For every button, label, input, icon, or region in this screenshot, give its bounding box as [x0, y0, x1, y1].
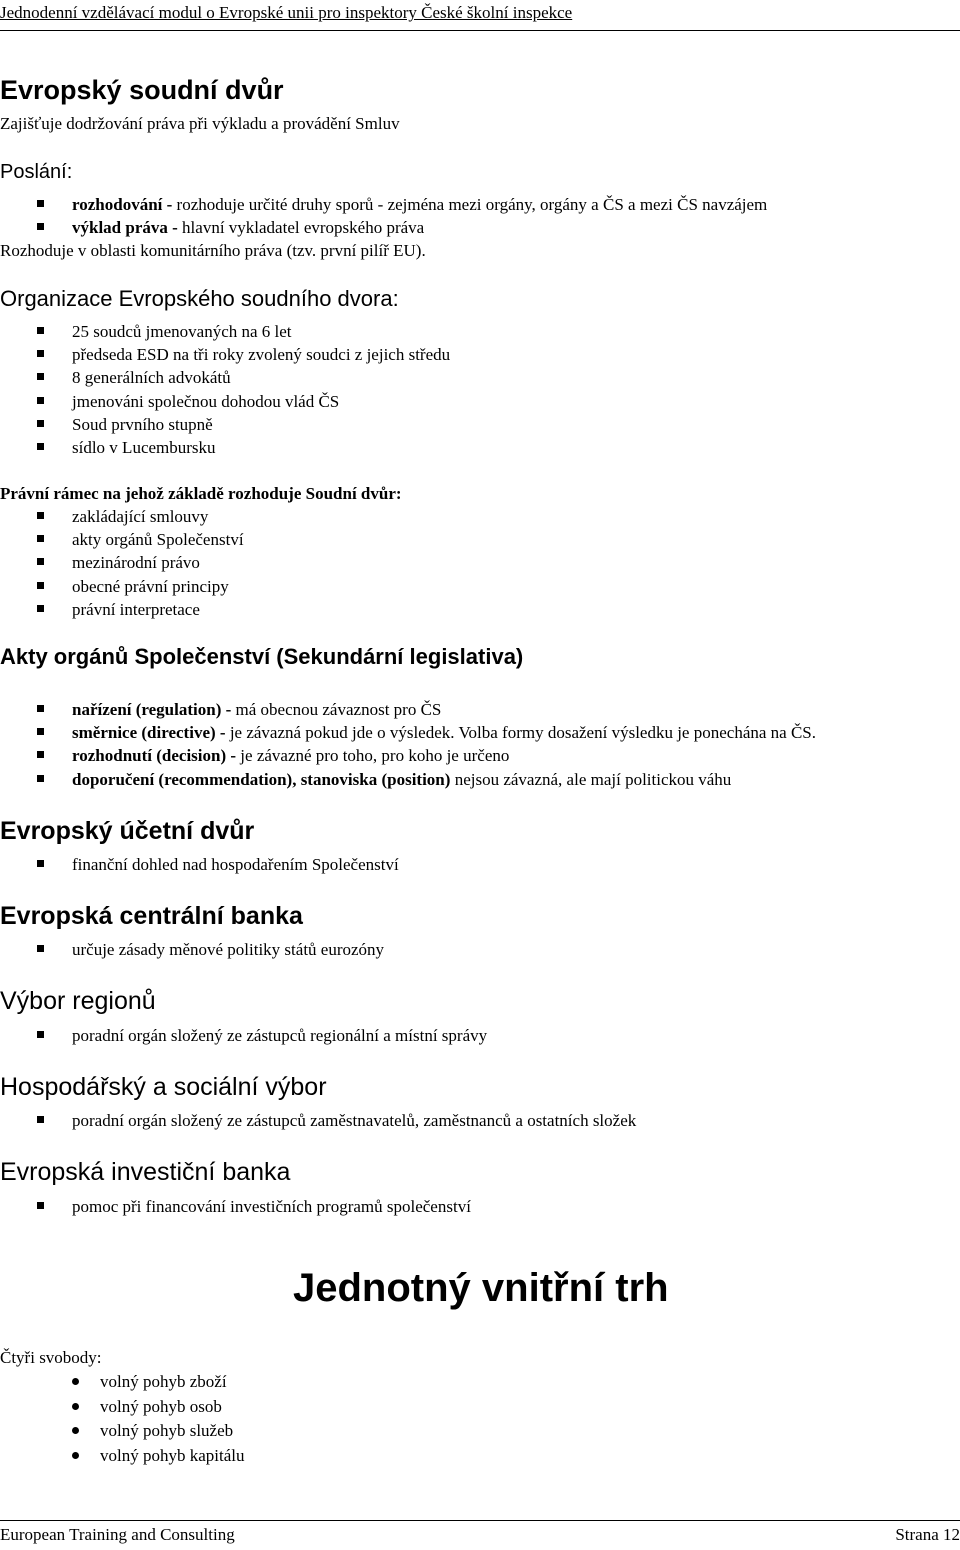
market-title: Jednotný vnitřní trh: [293, 1266, 669, 1310]
ecb-list: [0, 938, 384, 961]
square-bullet-icon: [37, 945, 44, 952]
round-bullet-icon: [72, 1452, 79, 1459]
item-text: právní interpretace: [72, 599, 200, 619]
page-footer: [0, 1520, 960, 1549]
list-item: [0, 768, 816, 791]
list-item: [0, 853, 399, 876]
round-bullet-icon: [72, 1427, 79, 1434]
item-text: 25 soudců jmenovaných na 6 let: [72, 322, 292, 341]
framework-heading: Právní rámec na jehož základě rozhoduje Soudní dvůr:: [0, 484, 402, 503]
item-text: hlavní vykladatel evropského práva: [182, 218, 425, 238]
square-bullet-icon: [37, 535, 44, 542]
square-bullet-icon: [37, 1031, 44, 1038]
item-text: volný pohyb služeb: [100, 1421, 234, 1440]
list-item: [0, 366, 450, 389]
eib-list: [0, 1195, 471, 1218]
square-bullet-icon: [37, 327, 44, 334]
regions-heading: Výbor regionů: [0, 987, 156, 1015]
footer-left: European Training and Consulting: [0, 1525, 235, 1544]
item-text: má obecnou závaznost pro ČS: [235, 700, 442, 719]
item-bold: rozhodnutí (decision) -: [72, 746, 241, 766]
header-text: Jednodenní vzdělávací modul o Evropské unii pro inspektory České školní inspekce: [0, 3, 573, 22]
list-item: [0, 528, 244, 551]
square-bullet-icon: [37, 397, 44, 404]
list-item: [0, 1195, 471, 1218]
mission-heading: Poslání:: [0, 161, 73, 183]
esc-list: [0, 1109, 636, 1132]
square-bullet-icon: [37, 373, 44, 380]
item-bold: nařízení (regulation) -: [72, 700, 236, 719]
list-item: [0, 1395, 244, 1420]
square-bullet-icon: [37, 558, 44, 565]
list-item: [0, 744, 816, 767]
list-item: [0, 343, 450, 366]
item-text: rozhoduje určité druhy sporů - zejména mezi orgány, orgány a ČS a mezi ČS navzájem: [176, 195, 768, 214]
list-item: [0, 1419, 244, 1444]
square-bullet-icon: [37, 728, 44, 735]
item-bold: výklad práva -: [72, 218, 183, 238]
list-item: [0, 216, 767, 239]
item-text: 8 generálních advokátů: [72, 368, 231, 388]
item-bold: doporučení (recommendation), stanoviska (position): [72, 769, 455, 789]
list-item: [0, 320, 450, 343]
square-bullet-icon: [37, 1202, 44, 1209]
org-list: [0, 320, 450, 459]
item-text: je závazné pro toho, pro koho je určeno: [240, 746, 510, 766]
item-text: poradní orgán složený ze zástupců zaměstnavatelů, zaměstnanců a ostatních složek: [72, 1111, 637, 1130]
item-bold: rozhodování -: [72, 195, 177, 214]
acts-heading: Akty orgánů Společenství (Sekundární legislativa): [0, 644, 524, 669]
esc-heading: Hospodářský a sociální výbor: [0, 1073, 327, 1101]
square-bullet-icon: [37, 751, 44, 758]
square-bullet-icon: [37, 512, 44, 519]
item-text: nejsou závazná, ale mají politickou váhu: [454, 769, 732, 789]
mission-note: Rozhoduje v oblasti komunitárního práva (tzv. první pilíř EU).: [0, 241, 426, 260]
ecb-heading: Evropská centrální banka: [0, 902, 303, 930]
auditors-heading: Evropský účetní dvůr: [0, 817, 255, 845]
court-title: Evropský soudní dvůr: [0, 75, 284, 105]
list-item: [0, 413, 450, 436]
auditors-list: [0, 853, 399, 876]
item-bold: směrnice (directive) -: [72, 723, 230, 743]
item-text: jmenováni společnou dohodou vlád ČS: [72, 391, 340, 411]
square-bullet-icon: [37, 705, 44, 712]
square-bullet-icon: [37, 420, 44, 427]
square-bullet-icon: [37, 443, 44, 450]
item-text: pomoc při financování investičních programů společenství: [72, 1197, 471, 1216]
item-text: volný pohyb kapitálu: [100, 1445, 245, 1465]
item-text: je závazná pokud jde o výsledek. Volba formy dosažení výsledku je ponechána na ČS.: [229, 723, 816, 743]
acts-list: [0, 698, 816, 791]
square-bullet-icon: [37, 1116, 44, 1123]
square-bullet-icon: [37, 605, 44, 612]
page-number: Strana 12: [895, 1525, 960, 1544]
item-text: mezinárodní právo: [72, 553, 200, 573]
freedoms-list: [0, 1370, 244, 1468]
item-text: akty orgánů Společenství: [72, 530, 244, 550]
item-text: volný pohyb osob: [100, 1396, 222, 1416]
list-item: [0, 938, 384, 961]
list-item: [0, 1370, 244, 1395]
list-item: [0, 598, 244, 621]
item-text: volný pohyb zboží: [100, 1372, 227, 1391]
square-bullet-icon: [37, 350, 44, 357]
page-header: [0, 2, 960, 31]
list-item: [0, 1024, 487, 1047]
framework-list: [0, 505, 244, 621]
item-text: finanční dohled nad hospodařením Společenství: [72, 855, 399, 874]
list-item: [0, 698, 816, 721]
square-bullet-icon: [37, 582, 44, 589]
org-heading: Organizace Evropského soudního dvora:: [0, 286, 399, 311]
round-bullet-icon: [72, 1378, 79, 1385]
list-item: [0, 721, 816, 744]
item-text: Soud prvního stupně: [72, 414, 213, 434]
item-text: poradní orgán složený ze zástupců regionální a místní správy: [72, 1026, 488, 1045]
square-bullet-icon: [37, 200, 44, 207]
list-item: [0, 1444, 244, 1469]
item-text: sídlo v Lucembursku: [72, 438, 216, 458]
square-bullet-icon: [37, 860, 44, 867]
list-item: [0, 436, 450, 459]
square-bullet-icon: [37, 223, 44, 230]
item-text: zakládající smlouvy: [72, 507, 209, 526]
item-text: předseda ESD na tři roky zvolený soudci z jejich středu: [72, 345, 451, 365]
eib-heading: Evropská investiční banka: [0, 1158, 291, 1186]
list-item: [0, 551, 244, 574]
list-item: [0, 575, 244, 598]
list-item: [0, 193, 767, 216]
square-bullet-icon: [37, 775, 44, 782]
round-bullet-icon: [72, 1403, 79, 1410]
list-item: [0, 1109, 636, 1132]
item-text: obecné právní principy: [72, 576, 229, 596]
court-subtitle: Zajišťuje dodržování práva při výkladu a provádění Smluv: [0, 114, 400, 133]
freedoms-heading: Čtyři svobody:: [0, 1348, 102, 1367]
list-item: [0, 390, 450, 413]
list-item: [0, 505, 244, 528]
mission-list: [0, 193, 767, 239]
item-text: určuje zásady měnové politiky států eurozóny: [72, 940, 385, 959]
regions-list: [0, 1024, 487, 1047]
